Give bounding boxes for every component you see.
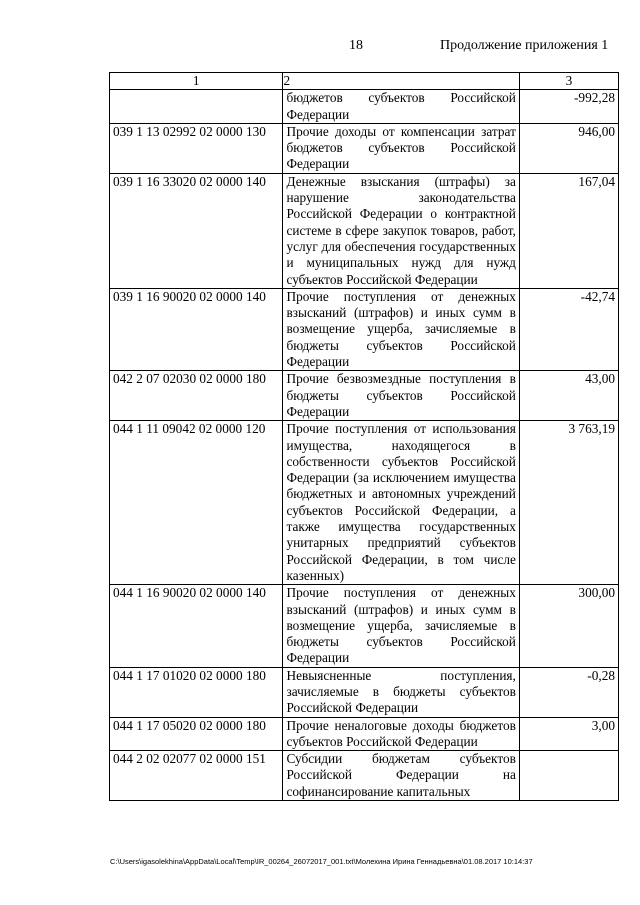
table-row: [110, 371, 619, 421]
table-header-row: [110, 73, 619, 90]
code-cell: 039 1 16 90020 02 0000 140: [110, 288, 283, 370]
amount-cell: -0,28: [519, 667, 618, 717]
table-row: [110, 667, 619, 717]
name-cell: Невыясненные поступления, зачисляемые в бюджеты субъектов Российской Федерации: [283, 667, 519, 717]
amount-cell: -992,28: [519, 90, 618, 124]
code-cell: 039 1 13 02992 02 0000 130: [110, 123, 283, 173]
code-cell: [110, 90, 283, 124]
code-cell: 042 2 07 02030 02 0000 180: [110, 371, 283, 421]
table-row: [110, 717, 619, 751]
name-cell: Прочие поступления от денежных взысканий (штрафов) и иных сумм в возмещение ущерба, зачисляемые в бюджеты субъектов Российской Федерации: [283, 585, 519, 667]
continuation-header: Продолжение приложения 1: [440, 38, 609, 53]
table-row: [110, 288, 619, 370]
name-cell: Денежные взыскания (штрафы) за нарушение законодательства Российской Федерации о контрактной системе в сфере закупок товаров, работ, услуг для обеспечения государственных и муниципальных нужд для нужд субъектов Российской Федерации: [283, 173, 519, 288]
amount-cell: 300,00: [519, 585, 618, 667]
name-cell: Субсидии бюджетам субъектов Российской Федерации на софинансирование капитальных: [283, 751, 519, 801]
amount-cell: 3 763,19: [519, 421, 618, 585]
code-cell: 044 1 17 05020 02 0000 180: [110, 717, 283, 751]
page-number: 18: [349, 38, 363, 53]
column-header-3: 3: [519, 73, 618, 90]
amount-cell: [519, 751, 618, 801]
amount-cell: 3,00: [519, 717, 618, 751]
column-header-1: 1: [110, 73, 283, 90]
table-row: [110, 173, 619, 288]
name-cell: Прочие неналоговые доходы бюджетов субъектов Российской Федерации: [283, 717, 519, 751]
code-cell: 044 1 17 01020 02 0000 180: [110, 667, 283, 717]
column-header-2: 2: [283, 73, 519, 90]
footer-file-path: C:\Users\igasolekhina\AppData\Local\Temp\IR_00264_26072017_001.txt\Молехина Ирина Геннадьевна\01.08.2017 10:14:37: [110, 857, 533, 866]
table-row: [110, 751, 619, 801]
code-cell: 044 1 16 90020 02 0000 140: [110, 585, 283, 667]
code-cell: 044 2 02 02077 02 0000 151: [110, 751, 283, 801]
table-row: [110, 123, 619, 173]
amount-cell: 946,00: [519, 123, 618, 173]
table-row: [110, 421, 619, 585]
amount-cell: 43,00: [519, 371, 618, 421]
name-cell: Прочие доходы от компенсации затрат бюджетов субъектов Российской Федерации: [283, 123, 519, 173]
code-cell: 039 1 16 33020 02 0000 140: [110, 173, 283, 288]
name-cell: Прочие безвозмездные поступления в бюджеты субъектов Российской Федерации: [283, 371, 519, 421]
amount-cell: 167,04: [519, 173, 618, 288]
table-row: [110, 585, 619, 667]
table-row: [110, 90, 619, 124]
amount-cell: -42,74: [519, 288, 618, 370]
name-cell: Прочие поступления от денежных взысканий (штрафов) и иных сумм в возмещение ущерба, зачисляемые в бюджеты субъектов Российской Федерации: [283, 288, 519, 370]
name-cell: бюджетов субъектов Российской Федерации: [283, 90, 519, 124]
name-cell: Прочие поступления от использования имущества, находящегося в собственности субъектов Российской Федерации (за исключением имущества бюджетных и автономных учреждений субъектов Российской Федерации, а также имущества государственных унитарных предприятий субъектов Российской Федерации, в том числе казенных): [283, 421, 519, 585]
revenue-table: [109, 72, 619, 801]
code-cell: 044 1 11 09042 02 0000 120: [110, 421, 283, 585]
